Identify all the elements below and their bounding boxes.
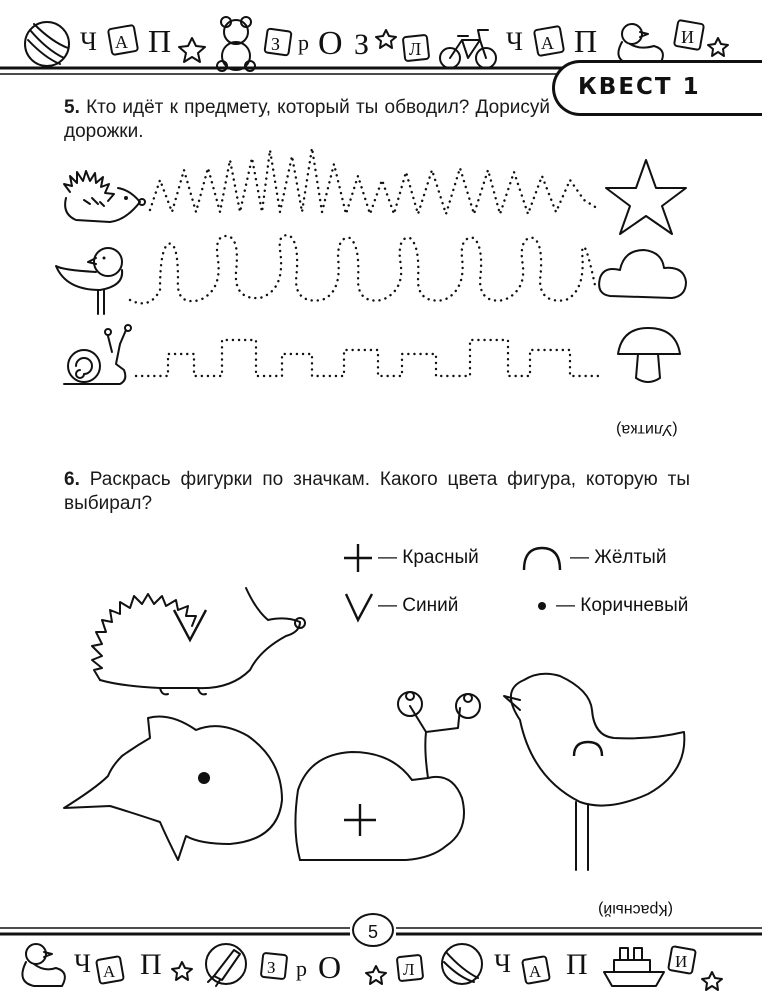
small-star-icon <box>172 962 192 980</box>
star-icon <box>606 160 686 234</box>
legend-red-label: — Красный <box>378 547 479 568</box>
border-letter-p: П <box>140 948 162 981</box>
svg-text:И: И <box>681 27 694 47</box>
ball-icon <box>442 944 482 984</box>
svg-text:А: А <box>541 33 554 53</box>
task-5-text: Кто идёт к предмету, который ты обводил? Дорисуй дорожки. <box>64 97 550 142</box>
quest-title: КВЕСТ 1 <box>578 74 701 100</box>
task-6-number: 6. <box>64 469 80 490</box>
border-letter-o: О <box>318 25 343 62</box>
border-letter-r: р <box>298 30 309 55</box>
hedgehog-icon <box>64 171 145 222</box>
border-letter-ch: Ч <box>494 949 511 978</box>
bird-icon <box>56 248 122 314</box>
duck-icon <box>22 944 64 986</box>
block-letter-l-icon <box>403 35 429 61</box>
zigzag-path[interactable] <box>150 148 600 214</box>
block-letter-z-icon <box>261 953 287 979</box>
border-letter-r: р <box>296 956 307 981</box>
svg-text:З: З <box>271 34 281 54</box>
legend-yellow-label: — Жёлтый <box>570 547 667 568</box>
block-letter-i-icon <box>674 20 704 50</box>
border-letter-z: З <box>354 28 370 61</box>
hedgehog-figure[interactable] <box>92 588 305 694</box>
task-6-instruction <box>64 468 690 516</box>
legend-brown-label: — Коричневый <box>556 595 689 616</box>
block-letter-i-icon <box>668 946 696 974</box>
task-5-answer-inverted: (Улитка) <box>616 421 678 438</box>
block-letter-a-icon <box>534 26 564 56</box>
step-path[interactable] <box>136 340 600 376</box>
block-letter-a-icon <box>522 956 550 984</box>
mushroom-icon <box>618 328 680 382</box>
cloud-icon <box>599 250 686 298</box>
block-letter-a-icon <box>96 956 124 984</box>
task-6-coloring-figures <box>0 540 762 900</box>
border-letter-p: П <box>574 23 598 59</box>
svg-text:А: А <box>529 962 542 981</box>
plus-icon <box>344 804 376 836</box>
bicycle-icon <box>440 30 496 68</box>
bird-figure[interactable] <box>504 674 684 870</box>
border-letter-p: П <box>148 23 172 59</box>
small-star-icon <box>708 38 728 56</box>
border-letter-o: О <box>318 949 342 985</box>
ship-icon <box>604 948 664 986</box>
task-6-text: Раскрась фигурки по значкам. Какого цвета фигура, которую ты выбирал? <box>64 469 690 514</box>
border-letter-ch: Ч <box>506 27 523 56</box>
svg-text:Л: Л <box>403 960 415 979</box>
check-v-icon <box>174 610 206 640</box>
small-star-icon <box>702 972 722 990</box>
legend-blue-label: — Синий <box>378 595 459 616</box>
task-6-answer-inverted: (Красный) <box>598 901 674 918</box>
svg-text:З: З <box>267 958 276 977</box>
snail-icon <box>64 325 131 384</box>
snail-figure[interactable] <box>295 692 480 860</box>
arc-icon <box>574 742 602 756</box>
svg-text:А: А <box>103 962 116 981</box>
ball-icon <box>25 22 69 66</box>
duck-icon <box>618 24 662 64</box>
block-letter-a-icon <box>108 25 138 55</box>
small-star-icon <box>179 38 205 62</box>
svg-text:И: И <box>675 952 688 971</box>
task-5-number: 5. <box>64 97 80 118</box>
border-letter-p: П <box>566 948 588 981</box>
border-letter-ch: Ч <box>74 949 91 978</box>
dot-icon <box>198 772 210 784</box>
fish-figure[interactable] <box>64 717 282 861</box>
block-letter-z-icon <box>264 28 291 55</box>
task-5-instruction <box>64 96 550 144</box>
small-star-icon <box>366 966 386 984</box>
svg-text:Л: Л <box>409 39 422 59</box>
page-number: 5 <box>352 913 394 947</box>
svg-text:А: А <box>115 32 128 52</box>
small-star-icon <box>376 30 396 48</box>
border-letter-ch: Ч <box>80 27 97 56</box>
block-letter-l-icon <box>397 955 423 981</box>
loop-path[interactable] <box>130 235 596 303</box>
teddy-bear-icon <box>217 17 255 71</box>
rocket-icon <box>206 944 246 986</box>
